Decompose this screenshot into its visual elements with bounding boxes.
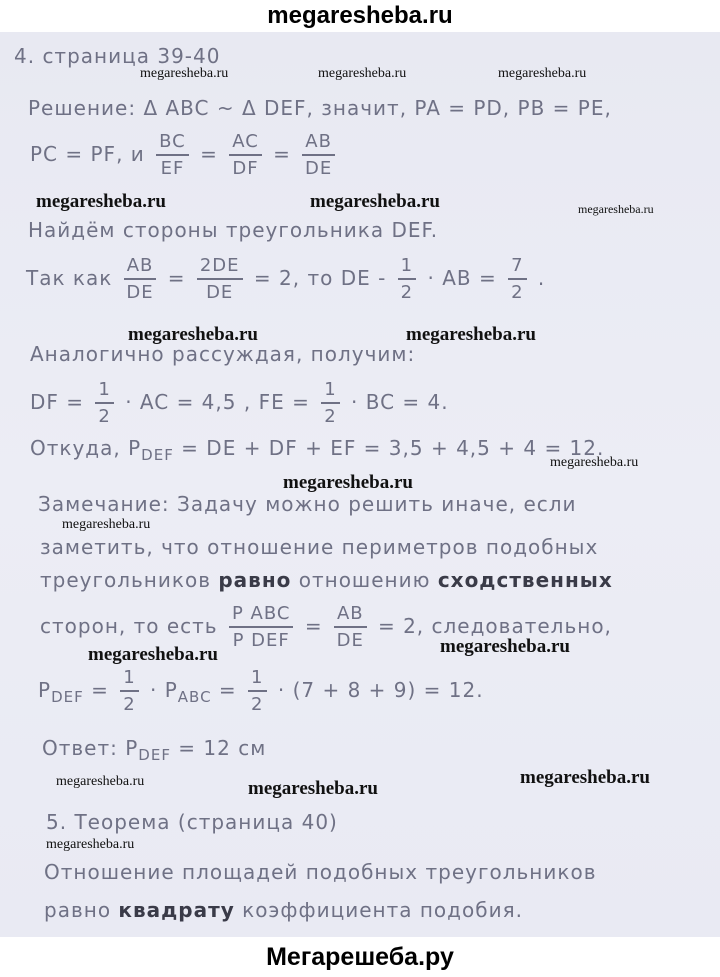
fraction-ab-de: $\frac{AB}{DE}$ <box>334 604 367 651</box>
fraction-one-half: $\frac{1}{2}$ <box>398 256 416 303</box>
remark-line-5: $P_{DEF}$ = $\frac{1}{2}$ · $P_{ABC}$ = $\frac{1}{2}$ · (7 + 8 + 9) = 12. <box>38 667 484 715</box>
watermark: megaresheba.ru <box>578 202 654 216</box>
watermark: megaresheba.ru <box>520 767 650 788</box>
site-footer[interactable]: Мегарешеба.ру <box>0 937 720 977</box>
solution-line-2: PC = PF, и $\frac{BC}{EF}$ = $\frac{AC}{DF}$ = $\frac{AB}{DE}$ <box>30 132 339 179</box>
solution-line-3: Найдём стороны треугольника DEF. <box>28 218 439 242</box>
theorem-line-1: Отношение площадей подобных треугольников <box>44 860 597 884</box>
remark-line-2: заметить, что отношение периметров подобных <box>40 535 599 559</box>
solution-line-1: Решение: Δ ABC ~ Δ DEF, значит, PA = PD, PB = PE, <box>28 96 612 120</box>
remark-line-1: Замечание: Задачу можно решить иначе, если <box>38 492 577 516</box>
task-title: 4. страница 39-40 <box>14 44 221 68</box>
fraction-one-half: $\frac{1}{2}$ <box>120 668 138 715</box>
fraction-one-half: $\frac{1}{2}$ <box>248 668 266 715</box>
watermark: megaresheba.ru <box>46 837 135 852</box>
fraction-ac-df: $\frac{AC}{DF}$ <box>229 132 262 179</box>
site-header[interactable]: megaresheba.ru <box>0 0 720 32</box>
watermark: megaresheba.ru <box>440 636 570 657</box>
solution-line-2-lead: PC = PF, и <box>30 142 145 166</box>
solution-line-4: Так как $\frac{AB}{DE}$ = $\frac{2DE}{DE}$ = 2, то DE - $\frac{1}{2}$ · AB = $\frac{7}{2}$ . <box>26 255 546 303</box>
watermark: megaresheba.ru <box>140 66 229 81</box>
fraction-ab-de: $\frac{AB}{DE}$ <box>302 132 335 179</box>
watermark: megaresheba.ru <box>318 66 407 81</box>
fraction-one-half: $\frac{1}{2}$ <box>321 380 339 427</box>
solution-line-6: DF = $\frac{1}{2}$ · AC = 4,5 , FE = $\frac{1}{2}$ · BC = 4. <box>30 379 449 427</box>
watermark: megaresheba.ru <box>406 324 536 345</box>
watermark: megaresheba.ru <box>62 517 151 532</box>
answer-line: Ответ: $P_{DEF} = 12$ см <box>42 736 267 764</box>
fraction-bc-ef: $\frac{BC}{EF}$ <box>156 132 189 179</box>
watermark: megaresheba.ru <box>128 324 258 345</box>
fraction-2de-de: $\frac{2DE}{DE}$ <box>197 256 243 303</box>
fraction-ab-de: $\frac{AB}{DE}$ <box>124 256 157 303</box>
solution-line-5: Аналогично рассуждая, получим: <box>30 342 416 366</box>
watermark: megaresheba.ru <box>498 66 587 81</box>
watermark: megaresheba.ru <box>36 191 166 212</box>
theorem-line-2: равно квадрату коэффициента подобия. <box>44 898 523 922</box>
watermark: megaresheba.ru <box>248 778 378 799</box>
watermark: megaresheba.ru <box>310 191 440 212</box>
remark-line-4: сторон, то есть $\frac{\text{P ABC}}{\text{P DEF}}$ = $\frac{AB}{DE}$ = 2, следовательно, <box>40 603 612 651</box>
watermark: megaresheba.ru <box>283 472 413 493</box>
watermark: megaresheba.ru <box>550 455 639 470</box>
watermark: megaresheba.ru <box>88 644 218 665</box>
remark-line-3: треугольников равно отношению сходственных <box>40 568 613 592</box>
watermark: megaresheba.ru <box>56 774 145 789</box>
fraction-perimeters: $\frac{\text{P ABC}}{\text{P DEF}}$ <box>229 604 294 651</box>
solution-line-7: Откуда, $P_{DEF}$ = DE + DF + EF = 3,5 + 4,5 + 4 = 12. <box>30 436 605 464</box>
fraction-one-half: $\frac{1}{2}$ <box>95 380 113 427</box>
fraction-seven-halves: $\frac{7}{2}$ <box>508 256 526 303</box>
theorem-title: 5. Теорема (страница 40) <box>46 810 338 834</box>
